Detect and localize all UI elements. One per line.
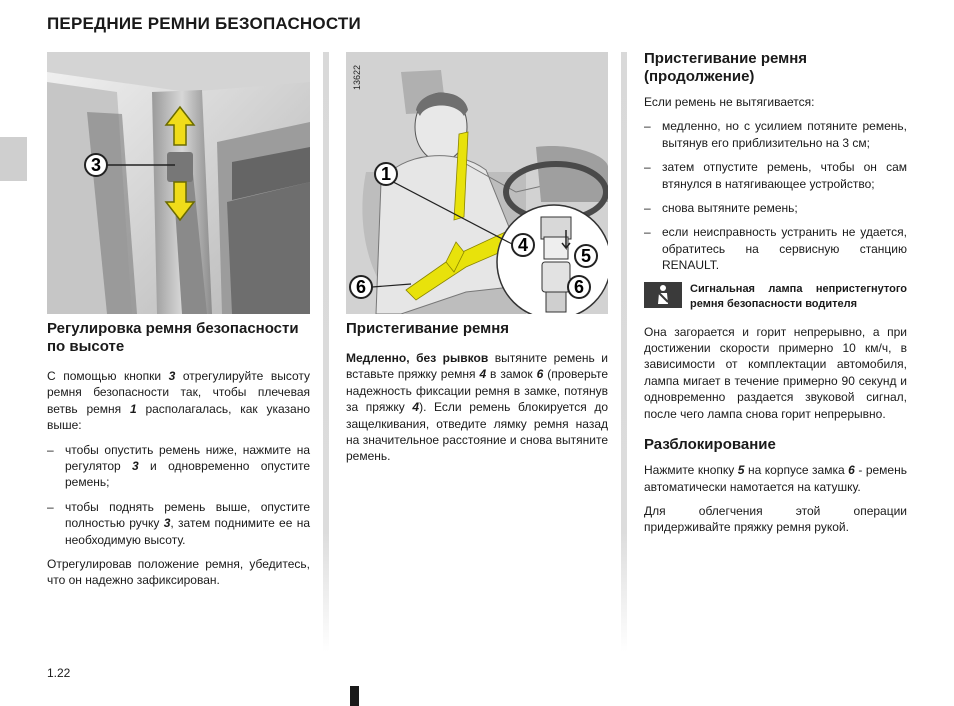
- section-heading-unbuckling: Разблокирование: [644, 436, 776, 454]
- paragraph-unbuckling: Нажмите кнопку 5 на корпусе замка 6 - ремень автоматически намотается на катушку.: [644, 463, 907, 494]
- callout-4: 4: [517, 235, 529, 255]
- list-item: – если неисправность устранить не удается, обратитесь на сервисную станцию RENAULT.: [644, 224, 907, 273]
- figure-code: 13622: [352, 64, 362, 90]
- paragraph-if-not-extending: Если ремень не вытягивается:: [644, 95, 815, 109]
- height-steps-list: [47, 442, 310, 548]
- callout-1: 1: [380, 164, 392, 184]
- callout-6-body: 6: [355, 277, 367, 297]
- list-item: – чтобы опустить ремень ниже, нажмите на регулятор 3 и одновременно опустите ремень;: [47, 442, 310, 491]
- list-item: – затем отпустите ремень, чтобы он сам втянулся в натягивающее устройство;: [644, 159, 907, 192]
- paragraph-unbuckling-tip: Для облегчения этой операции придерживайте пряжку ремня рукой.: [644, 503, 907, 535]
- page-title: ПЕРЕДНИЕ РЕМНИ БЕЗОПАСНОСТИ: [47, 14, 361, 33]
- column-buckling: [346, 320, 608, 473]
- warning-lamp-block: [644, 282, 907, 312]
- section-heading-height: Регулировка ремня безопасности по высоте: [47, 320, 299, 355]
- figure-buckling: [346, 52, 608, 314]
- section-heading-buckling: Пристегивание ремня: [346, 320, 510, 337]
- buckling-illustration: [346, 52, 608, 314]
- list-item: – медленно, но с усилием потяните ремень, вытянув его приблизительно на 3 см;: [644, 118, 907, 151]
- page-marker: [350, 686, 359, 706]
- callout-6-detail: 6: [573, 277, 585, 297]
- column-separator-1: [323, 52, 329, 652]
- column-separator-2: [621, 52, 627, 652]
- list-item: – чтобы поднять ремень выше, опустите полностью ручку 3, затем поднимите ее на необходимую высоту.: [47, 499, 310, 548]
- list-item: – снова вытяните ремень;: [644, 200, 907, 216]
- troubleshoot-list: [644, 118, 907, 273]
- paragraph-height-check: Отрегулировав положение ремня, убедитесь, что он надежно зафиксирован.: [47, 557, 310, 588]
- section-heading-continued: Пристегивание ремня (продолжение): [644, 50, 808, 85]
- warning-lamp-title: Сигнальная лампа непристегнутого ремня безопасности водителя: [690, 282, 907, 310]
- page-number: 1.22: [47, 666, 71, 680]
- seatbelt-warning-icon: [644, 282, 682, 308]
- paragraph-warning-lamp: Она загорается и горит непрерывно, а при достижении скорости примерно 10 км/ч, в зависимости от комплектации автомобиля, лампа мигает в течение примерно 90 секунд и одновременно раздается звуковой сигнал, после чего лампа снова горит непрерывно.: [644, 324, 907, 421]
- callout-3: 3: [90, 155, 102, 175]
- callout-5: 5: [580, 246, 592, 266]
- column-height-adjustment: [47, 320, 310, 597]
- height-adjuster-illustration: [47, 52, 310, 314]
- chapter-tab: [0, 137, 27, 181]
- figure-height-adjuster: [47, 52, 310, 314]
- column-buckling-continued: [644, 50, 907, 544]
- paragraph-height-intro: С помощью кнопки 3 отрегулируйте высоту ремня безопасности так, чтобы плечевая ветвь ремня 1 располагалась, как указано выше:: [47, 369, 311, 433]
- paragraph-buckling: Медленно, без рывков вытяните ремень и вставьте пряжку ремня 4 в замок 6 (проверьте надежность фиксации ремня в замке, потянув за пряжку 4). Если ремень блокируется до защелкивания, отведите лямку ремня назад на значительное расстояние и снова вытяните ремень.: [346, 351, 609, 464]
